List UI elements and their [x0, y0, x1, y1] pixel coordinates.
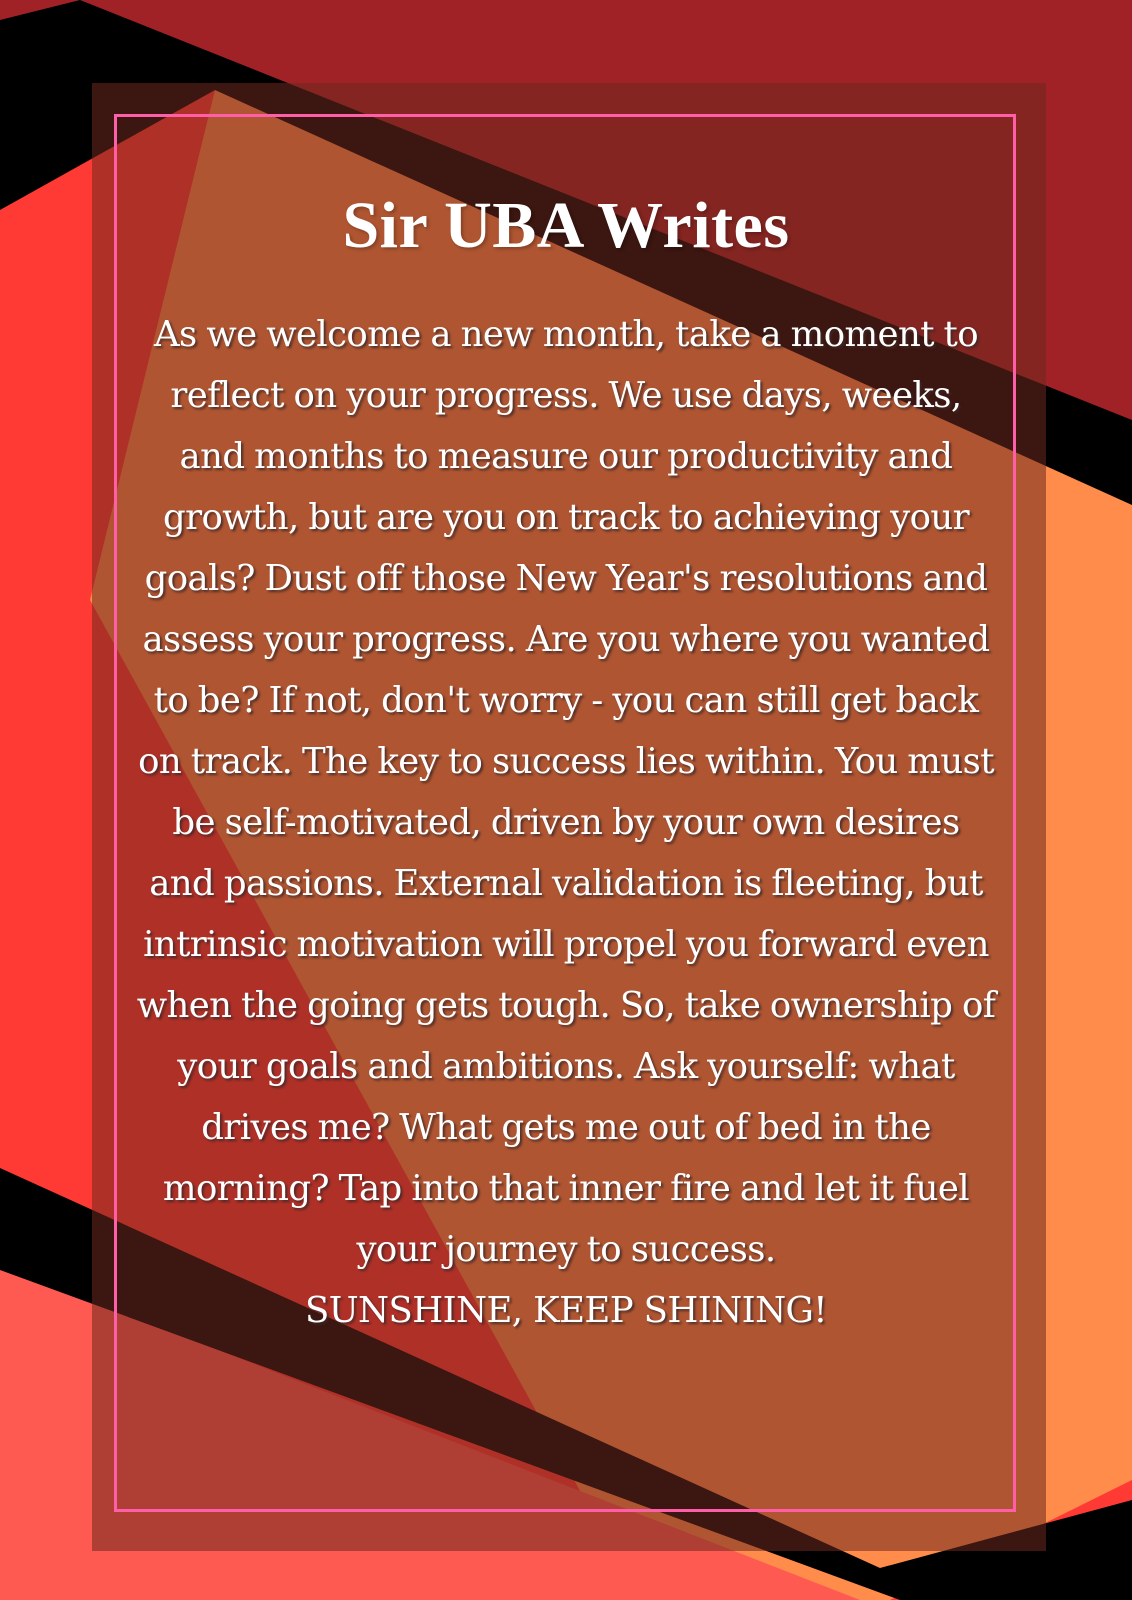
poster-body-text: As we welcome a new month, take a moment to reflect on your progress. We use days, weeks, and months to measure our productivity and growth, but are you on track to achieving your goals? Dust off those New Year's resolutions and assess your progress. Are you where you wanted to be? If not, don't worry - you can still get back on track. The key to success lies within. You must be self-motivated, driven by your own desires and passions. External validation is fleeting, but intrinsic motivation will propel you forward even when the going gets tough. So, take ownership of your goals and ambitions. Ask yourself: what drives me? What gets me out of bed in the morning? Tap into that inner fire and let it fuel your journey to success.	[136, 314, 996, 1270]
poster-title: Sir UBA Writes	[342, 189, 790, 262]
poster-content	[130, 190, 1002, 1341]
poster-signoff: SUNSHINE, KEEP SHINING!	[305, 1290, 827, 1331]
